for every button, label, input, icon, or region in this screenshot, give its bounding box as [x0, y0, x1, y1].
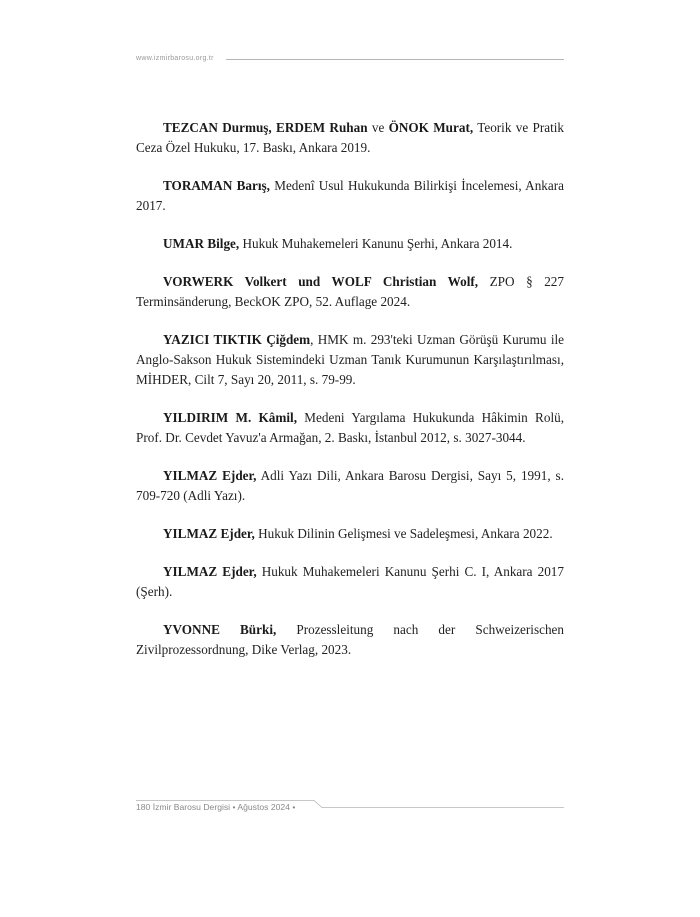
bibliography-entry: [136, 330, 564, 390]
entry-author: UMAR Bilge,: [163, 236, 240, 251]
entry-author: YILDIRIM M. Kâmil,: [163, 410, 298, 425]
bibliography-entry: [136, 466, 564, 506]
entry-author: YAZICI TIKTIK Çiğdem: [163, 332, 311, 347]
entry-text: Adli Yazı Dili, Ankara Barosu Dergisi, Sayı 5, 1991, s. 709-720 (Adli Yazı).: [136, 468, 564, 503]
entry-author: YILMAZ Ejder,: [163, 564, 257, 579]
bibliography-entry: [136, 176, 564, 216]
entry-connector: ve: [367, 120, 389, 135]
entry-author-2: ÖNOK Murat,: [388, 120, 474, 135]
entry-text: Hukuk Muhakemeleri Kanunu Şerhi C. I, Ankara 2017 (Şerh).: [136, 564, 564, 599]
entry-text: ZPO § 227 Terminsänderung, BeckOK ZPO, 52. Auflage 2024.: [136, 274, 564, 309]
bibliography-entry: [136, 118, 564, 158]
entry-author: VORWERK Volkert und WOLF Christian Wolf,: [163, 274, 479, 289]
page-footer: [136, 799, 564, 815]
bibliography-entry: [136, 234, 564, 254]
entry-author: TEZCAN Durmuş, ERDEM Ruhan: [163, 120, 368, 135]
bibliography-entry: [136, 562, 564, 602]
entry-text: Medenî Usul Hukukunda Bilirkişi İncelemesi, Ankara 2017.: [136, 178, 564, 213]
entry-author: TORAMAN Barış,: [163, 178, 270, 193]
entry-text: Medeni Yargılama Hukukunda Hâkimin Rolü, Prof. Dr. Cevdet Yavuz'a Armağan, 2. Baskı, İstanbul 2012, s. 3027-3044.: [136, 410, 565, 445]
header-rule: [226, 59, 564, 60]
entry-text: Hukuk Muhakemeleri Kanunu Şerhi, Ankara 2014.: [239, 236, 513, 251]
bibliography-entry: [136, 272, 564, 312]
entry-text: , HMK m. 293'teki Uzman Görüşü Kurumu ile Anglo-Sakson Hukuk Sistemindeki Uzman Tanık Kurumunun Karşılaştırılması, MİHDER, Cilt 7, Sayı 20, 2011, s. 79-99.: [136, 332, 564, 387]
entry-author: YILMAZ Ejder,: [163, 526, 255, 541]
entry-text: Prozessleitung nach der Schweizerischen Zivilprozessordnung, Dike Verlag, 2023.: [136, 622, 564, 657]
bibliography-entry: [136, 408, 564, 448]
entry-author: YILMAZ Ejder,: [163, 468, 257, 483]
bibliography-entry: [136, 620, 564, 660]
page-header: [136, 54, 564, 66]
footer-text: 180 İzmir Barosu Dergisi • Ağustos 2024 •: [136, 802, 296, 812]
bibliography-list: [136, 118, 564, 678]
bibliography-entry: [136, 524, 564, 544]
entry-author: YVONNE Bürki,: [163, 622, 277, 637]
entry-text: Hukuk Dilinin Gelişmesi ve Sadeleşmesi, Ankara 2022.: [254, 526, 553, 541]
entry-text: Teorik ve Pratik Ceza Özel Hukuku, 17. Baskı, Ankara 2019.: [136, 120, 564, 155]
header-url: www.izmirbarosu.org.tr: [136, 55, 214, 62]
